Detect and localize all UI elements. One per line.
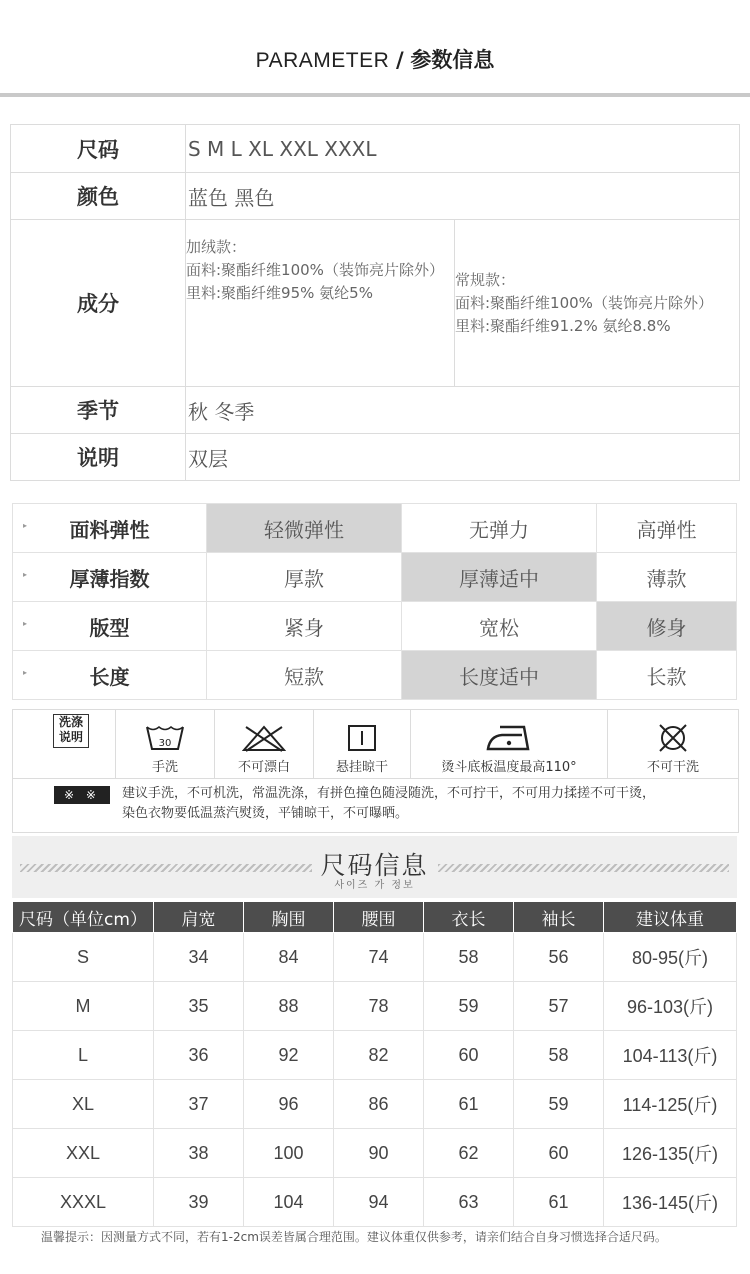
- feature-label-text: 厚薄指数: [69, 566, 150, 591]
- size-cell: 80-95(斤): [604, 933, 737, 982]
- composition-regular: [455, 220, 740, 387]
- feature-row: [13, 602, 737, 651]
- param-composition-label: 成分: [11, 220, 186, 387]
- size-cell: 90: [334, 1129, 424, 1178]
- size-row: [13, 1031, 737, 1080]
- hang-dry-icon: [347, 724, 377, 752]
- bullet-arrow-icon: ▸: [23, 570, 28, 579]
- feature-option: 厚款: [207, 553, 402, 602]
- size-cell: S: [13, 933, 154, 982]
- no-bleach-icon: [242, 724, 286, 752]
- feature-table: [12, 503, 737, 700]
- size-cell: 96-103(斤): [604, 982, 737, 1031]
- param-desc-label: 说明: [11, 434, 186, 481]
- composition-regular-fabric: 面料:聚酯纤维100%（装饰亮片除外）: [455, 293, 713, 312]
- size-cell: 92: [244, 1031, 334, 1080]
- composition-regular-lining: 里料:聚酯纤维91.2% 氨纶8.8%: [455, 316, 671, 335]
- size-cell: 82: [334, 1031, 424, 1080]
- size-cell: 94: [334, 1178, 424, 1227]
- composition-fleece-title: 加绒款：: [186, 238, 247, 256]
- param-color-label: 颜色: [11, 173, 186, 220]
- size-cell: 104: [244, 1178, 334, 1227]
- size-cell: 100: [244, 1129, 334, 1178]
- no-dryclean-cell: [608, 710, 738, 778]
- size-cell: 61: [514, 1178, 604, 1227]
- size-cell: XXL: [13, 1129, 154, 1178]
- size-column-header: 袖长: [514, 902, 604, 933]
- hand-wash-cell: [116, 710, 215, 778]
- param-desc-value: 双层: [186, 434, 740, 481]
- bullet-arrow-icon: ▸: [23, 521, 28, 530]
- measurement-note: 温馨提示：因测量方式不同，若有1-2cm误差皆属合理范围。建议体重仅供参考，请亲们结合自身习惯选择合适尺码。: [41, 1230, 667, 1244]
- size-cell: 58: [514, 1031, 604, 1080]
- feature-option: 无弹力: [402, 504, 597, 553]
- size-cell: 86: [334, 1080, 424, 1129]
- header-title-cn: 参数信息: [410, 48, 495, 72]
- size-cell: 59: [514, 1080, 604, 1129]
- header-separator: /: [395, 48, 404, 72]
- feature-option-selected: 厚薄适中: [402, 553, 597, 602]
- size-cell: 39: [154, 1178, 244, 1227]
- feature-row: [13, 504, 737, 553]
- size-info-subtitle: 사이즈 가 정보: [334, 880, 415, 891]
- feature-label: [13, 602, 207, 651]
- feature-option: 宽松: [402, 602, 597, 651]
- param-color-value: 蓝色 黑色: [186, 173, 740, 220]
- size-column-header: 衣长: [424, 902, 514, 933]
- size-cell: 60: [424, 1031, 514, 1080]
- size-cell: 37: [154, 1080, 244, 1129]
- composition-fleece-lining: 里料:聚酯纤维95% 氨纶5%: [186, 284, 373, 302]
- size-cell: 78: [334, 982, 424, 1031]
- size-cell: 34: [154, 933, 244, 982]
- size-cell: 88: [244, 982, 334, 1031]
- size-column-header: 肩宽: [154, 902, 244, 933]
- size-cell: 57: [514, 982, 604, 1031]
- size-cell: 74: [334, 933, 424, 982]
- page-header: [0, 44, 750, 74]
- no-bleach-label: 不可漂白: [237, 760, 290, 775]
- wash-divider: [13, 778, 738, 779]
- size-row: [13, 1178, 737, 1227]
- feature-row: [13, 553, 737, 602]
- iron-icon: [486, 724, 532, 752]
- iron-cell: [411, 710, 608, 778]
- size-cell: L: [13, 1031, 154, 1080]
- wash-care-panel: [12, 709, 739, 833]
- composition-fleece: [186, 220, 455, 387]
- wash-title-line2: 说明: [58, 730, 83, 744]
- bullet-arrow-icon: ▸: [23, 668, 28, 677]
- size-row: [13, 1129, 737, 1178]
- size-cell: 126-135(斤): [604, 1129, 737, 1178]
- hand-wash-icon: [145, 724, 185, 752]
- size-cell: 35: [154, 982, 244, 1031]
- size-column-header: 尺码（单位cm）: [13, 902, 154, 933]
- composition-fleece-fabric: 面料:聚酯纤维100%（装饰亮片除外）: [186, 261, 444, 279]
- size-cell: 58: [424, 933, 514, 982]
- feature-label: [13, 553, 207, 602]
- no-dryclean-icon: [657, 724, 689, 752]
- size-cell: 59: [424, 982, 514, 1031]
- bullet-arrow-icon: ▸: [23, 619, 28, 628]
- size-cell: 104-113(斤): [604, 1031, 737, 1080]
- no-dryclean-label: 不可干洗: [646, 760, 699, 775]
- size-row: [13, 933, 737, 982]
- param-season-label: 季节: [11, 387, 186, 434]
- size-row: [13, 1080, 737, 1129]
- feature-option: 长款: [597, 651, 737, 700]
- size-cell: 136-145(斤): [604, 1178, 737, 1227]
- size-cell: M: [13, 982, 154, 1031]
- param-season-value: 秋 冬季: [186, 387, 740, 434]
- size-table: [12, 901, 737, 1227]
- hand-wash-label: 手洗: [151, 760, 178, 775]
- wash-title-line1: 洗涤: [58, 715, 83, 729]
- size-row: [13, 982, 737, 1031]
- size-cell: 84: [244, 933, 334, 982]
- size-info-title: 尺码信息: [320, 851, 429, 880]
- size-cell: 38: [154, 1129, 244, 1178]
- size-cell: XL: [13, 1080, 154, 1129]
- feature-label-text: 版型: [89, 615, 130, 640]
- feature-label: [13, 651, 207, 700]
- param-size-value: S M L XL XXL XXXL: [186, 125, 740, 173]
- size-column-header: 建议体重: [604, 902, 737, 933]
- wash-title-cell: [13, 710, 116, 778]
- size-cell: 114-125(斤): [604, 1080, 737, 1129]
- param-size-label: 尺码: [11, 125, 186, 173]
- feature-option: 短款: [207, 651, 402, 700]
- feature-option: 高弹性: [597, 504, 737, 553]
- hang-dry-label: 悬挂晾干: [335, 760, 388, 775]
- size-cell: 96: [244, 1080, 334, 1129]
- size-column-header: 胸围: [244, 902, 334, 933]
- feature-option-selected: 修身: [597, 602, 737, 651]
- size-cell: 60: [514, 1129, 604, 1178]
- feature-label-text: 面料弹性: [69, 517, 150, 542]
- header-title-en: PARAMETER: [255, 49, 390, 72]
- wash-title-box: [53, 714, 89, 748]
- feature-label: [13, 504, 207, 553]
- wash-note: [122, 784, 732, 824]
- iron-label: 烫斗底板温度最高110°: [441, 760, 577, 775]
- feature-row: [13, 651, 737, 700]
- header-divider: [0, 93, 750, 97]
- wash-note-line1: 建议手洗，不可机洗，常温洗涤，有拼色撞色随浸随洗，不可拧干，不可用力揉搓不可干烫，: [122, 786, 656, 801]
- size-column-header: 腰围: [334, 902, 424, 933]
- composition-regular-title: 常规款：: [455, 270, 516, 289]
- no-bleach-cell: [215, 710, 314, 778]
- feature-label-text: 长度: [89, 664, 130, 689]
- feature-option-selected: 轻微弹性: [207, 504, 402, 553]
- size-cell: 56: [514, 933, 604, 982]
- size-cell: XXXL: [13, 1178, 154, 1227]
- feature-option: 紧身: [207, 602, 402, 651]
- parameter-table: [10, 124, 740, 481]
- feature-option: 薄款: [597, 553, 737, 602]
- size-cell: 63: [424, 1178, 514, 1227]
- wash-note-line2: 染色衣物要低温蒸汽熨烫，平铺晾干，不可曝晒。: [122, 806, 409, 821]
- size-info-banner: [12, 836, 737, 898]
- size-cell: 61: [424, 1080, 514, 1129]
- size-cell: 36: [154, 1031, 244, 1080]
- size-cell: 62: [424, 1129, 514, 1178]
- feature-option-selected: 长度适中: [402, 651, 597, 700]
- hang-dry-cell: [314, 710, 411, 778]
- wash-temp-label: 30: [158, 738, 172, 749]
- wash-note-tag: ※ ※: [54, 786, 110, 804]
